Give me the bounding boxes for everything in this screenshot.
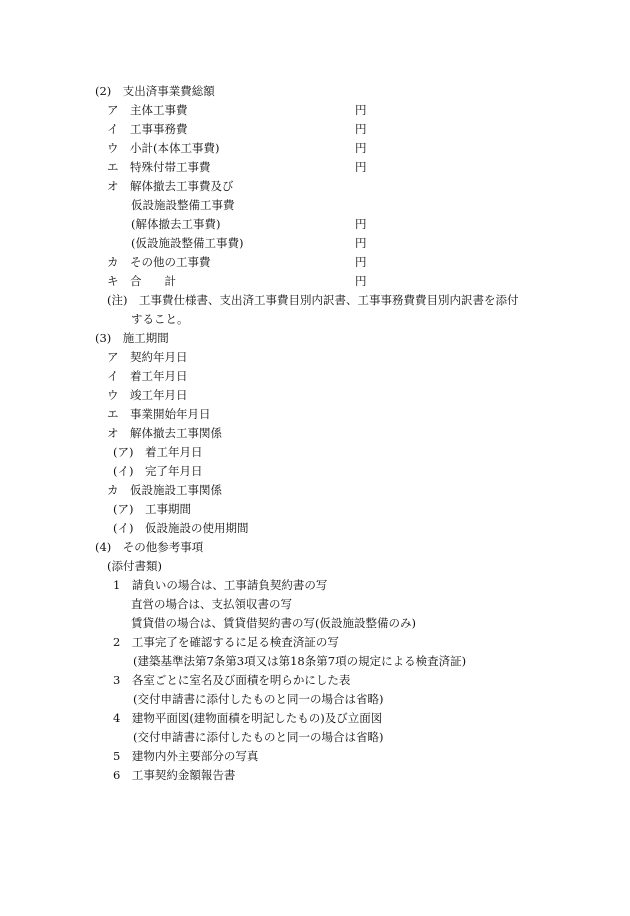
attachment-1-direct: 直営の場合は、支払領収書の写 <box>131 597 292 611</box>
yen-unit: 円 <box>355 122 367 136</box>
yen-unit: 円 <box>355 236 367 250</box>
item-contract-date: ア 契約年月日 <box>107 350 188 364</box>
note-line-2: すること。 <box>131 312 189 326</box>
item-subtotal: ウ 小計(本体工事費) <box>107 141 220 155</box>
section2-heading: (2) 支出済事業費総額 <box>95 84 215 98</box>
section3-heading: (3) 施工期間 <box>95 331 169 345</box>
attachment-5: 5 建物内外主要部分の写真 <box>113 749 259 763</box>
item-construction-period: (ア) 工事期間 <box>113 502 191 516</box>
item-demolition-start-date: (ア) 着工年月日 <box>113 445 203 459</box>
section4-heading: (4) その他参考事項 <box>95 540 204 554</box>
item-other-construction-cost: カ その他の工事費 <box>107 255 211 269</box>
item-total: キ 合 計 <box>107 274 176 288</box>
item-demolition-and-temporary: オ 解体撤去工事費及び <box>107 179 234 193</box>
item-temporary-facility-related: カ 仮設施設工事関係 <box>107 483 222 497</box>
item-temporary-facility-line: 仮設施設整備工事費 <box>131 198 235 212</box>
item-business-start-date: エ 事業開始年月日 <box>107 407 211 421</box>
yen-unit: 円 <box>355 217 367 231</box>
attachments-label: (添付書類) <box>107 559 162 573</box>
attachment-3-note: (交付申請書に添付したものと同一の場合は省略) <box>133 692 384 706</box>
item-special-incidental-cost: エ 特殊付帯工事費 <box>107 160 211 174</box>
yen-unit: 円 <box>355 255 367 269</box>
item-demolition-cost: (解体撤去工事費) <box>131 217 221 231</box>
attachment-4-note: (交付申請書に添付したものと同一の場合は省略) <box>133 730 384 744</box>
attachment-6: 6 工事契約金額報告書 <box>113 768 236 782</box>
item-temporary-facility-cost: (仮設施設整備工事費) <box>131 236 244 250</box>
yen-unit: 円 <box>355 160 367 174</box>
attachment-1-lease: 賃貸借の場合は、賃貸借契約書の写(仮設施設整備のみ) <box>131 616 416 630</box>
yen-unit: 円 <box>355 141 367 155</box>
item-start-date: イ 着工年月日 <box>107 369 188 383</box>
item-facility-usage-period: (イ) 仮設施設の使用期間 <box>113 521 249 535</box>
attachment-4: 4 建物平面図(建物面積を明記したもの)及び立面図 <box>113 711 383 725</box>
attachment-3: 3 各室ごとに室名及び面積を明らかにした表 <box>113 673 351 687</box>
yen-unit: 円 <box>355 103 367 117</box>
note-line-1: (注) 工事費仕様書、支出済工事費目別内訳書、工事事務費費目別内訳書を添付 <box>107 293 519 307</box>
attachment-2-note: (建築基準法第7条第3項又は第18条第7項の規定による検査済証) <box>133 654 467 668</box>
item-completion-date: ウ 竣工年月日 <box>107 388 188 402</box>
item-demolition-related: オ 解体撤去工事関係 <box>107 426 222 440</box>
attachment-1: 1 請負いの場合は、工事請負契約書の写 <box>113 578 328 592</box>
item-demolition-end-date: (イ) 完了年月日 <box>113 464 203 478</box>
item-office-expense: イ 工事事務費 <box>107 122 188 136</box>
yen-unit: 円 <box>355 274 367 288</box>
attachment-2: 2 工事完了を確認するに足る検査済証の写 <box>113 635 339 649</box>
item-main-construction-cost: ア 主体工事費 <box>107 103 188 117</box>
